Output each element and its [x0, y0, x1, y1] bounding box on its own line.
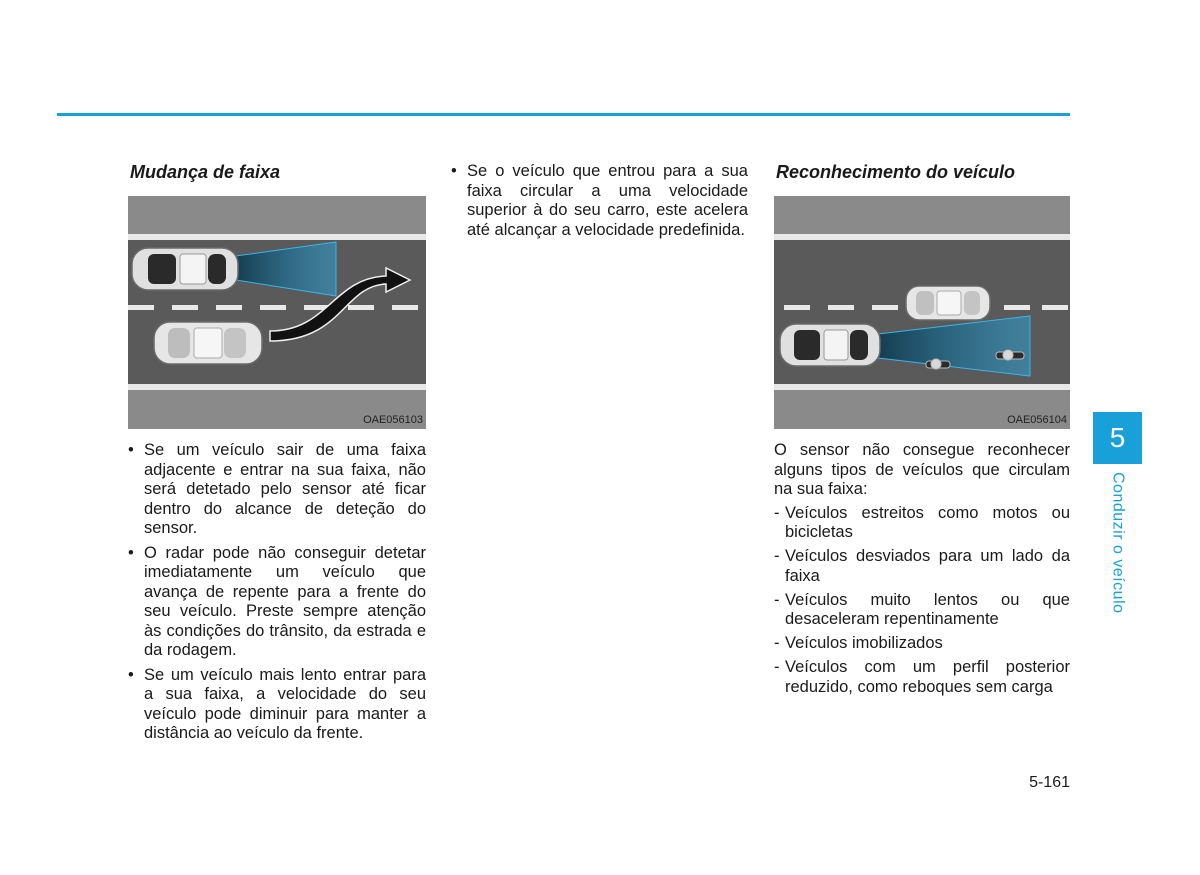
- section-title-lane-change: Mudança de faixa: [130, 162, 281, 182]
- chapter-title-vertical: [1093, 472, 1142, 632]
- host-car: [780, 324, 880, 366]
- bullet-list: [451, 162, 748, 240]
- list-item: • Se o veículo que entrou para a sua faixa circular a uma velocidade superior à do seu carro, este acelera até alcançar a velocidade predefinida.: [451, 162, 748, 240]
- adjacent-car: [906, 286, 990, 320]
- list-item: - Veículos desviados para um lado da faixa: [774, 547, 1070, 586]
- lane-change-figure: [128, 196, 426, 429]
- page-number: 5-161: [1029, 774, 1070, 791]
- list-item: • Se um veículo mais lento entrar para a sua faixa, a velocidade do seu veículo pode diminuir para manter a distância ao veículo da frente.: [128, 666, 426, 744]
- intro-paragraph: O sensor não consegue reconhecer alguns tipos de veículos que circulam na sua faixa:: [774, 441, 1070, 498]
- list-item: • O radar pode não conseguir detetar imediatamente um veículo que avança de repente para a frente do seu veículo. Preste sempre atenção às condições do trânsito, da estrada e da rodagem.: [128, 544, 426, 661]
- middle-column: [451, 162, 748, 245]
- list-item: - Veículos com um perfil posterior reduzido, como reboques sem carga: [774, 658, 1070, 697]
- list-item: - Veículos muito lentos ou que desaceleram repentinamente: [774, 591, 1070, 630]
- top-rule: [57, 113, 1070, 116]
- chapter-number-tab: 5: [1093, 412, 1142, 464]
- right-column: [774, 160, 1070, 702]
- figure-code: OAE056103: [363, 414, 423, 426]
- vehicle-recognition-figure: [774, 196, 1070, 429]
- list-item: - Veículos estreitos como motos ou bicicletas: [774, 504, 1070, 543]
- chapter-title: Conduzir o veículo: [1109, 472, 1127, 614]
- lane-change-illustration: [128, 196, 426, 429]
- figure-code: OAE056104: [1007, 414, 1067, 426]
- list-item: - Veículos imobilizados: [774, 634, 1070, 654]
- left-column: [128, 160, 426, 749]
- bullet-list: [128, 441, 426, 744]
- section-title-vehicle-recognition: Reconhecimento do veículo: [776, 162, 1016, 182]
- vehicle-recognition-illustration: [774, 196, 1070, 429]
- list-item: • Se um veículo sair de uma faixa adjacente e entrar na sua faixa, não será detetado pelo sensor até ficar dentro do alcance de deteção do sensor.: [128, 441, 426, 539]
- cutting-in-car: [154, 322, 262, 364]
- dash-list: [774, 504, 1070, 698]
- host-car: [132, 248, 238, 290]
